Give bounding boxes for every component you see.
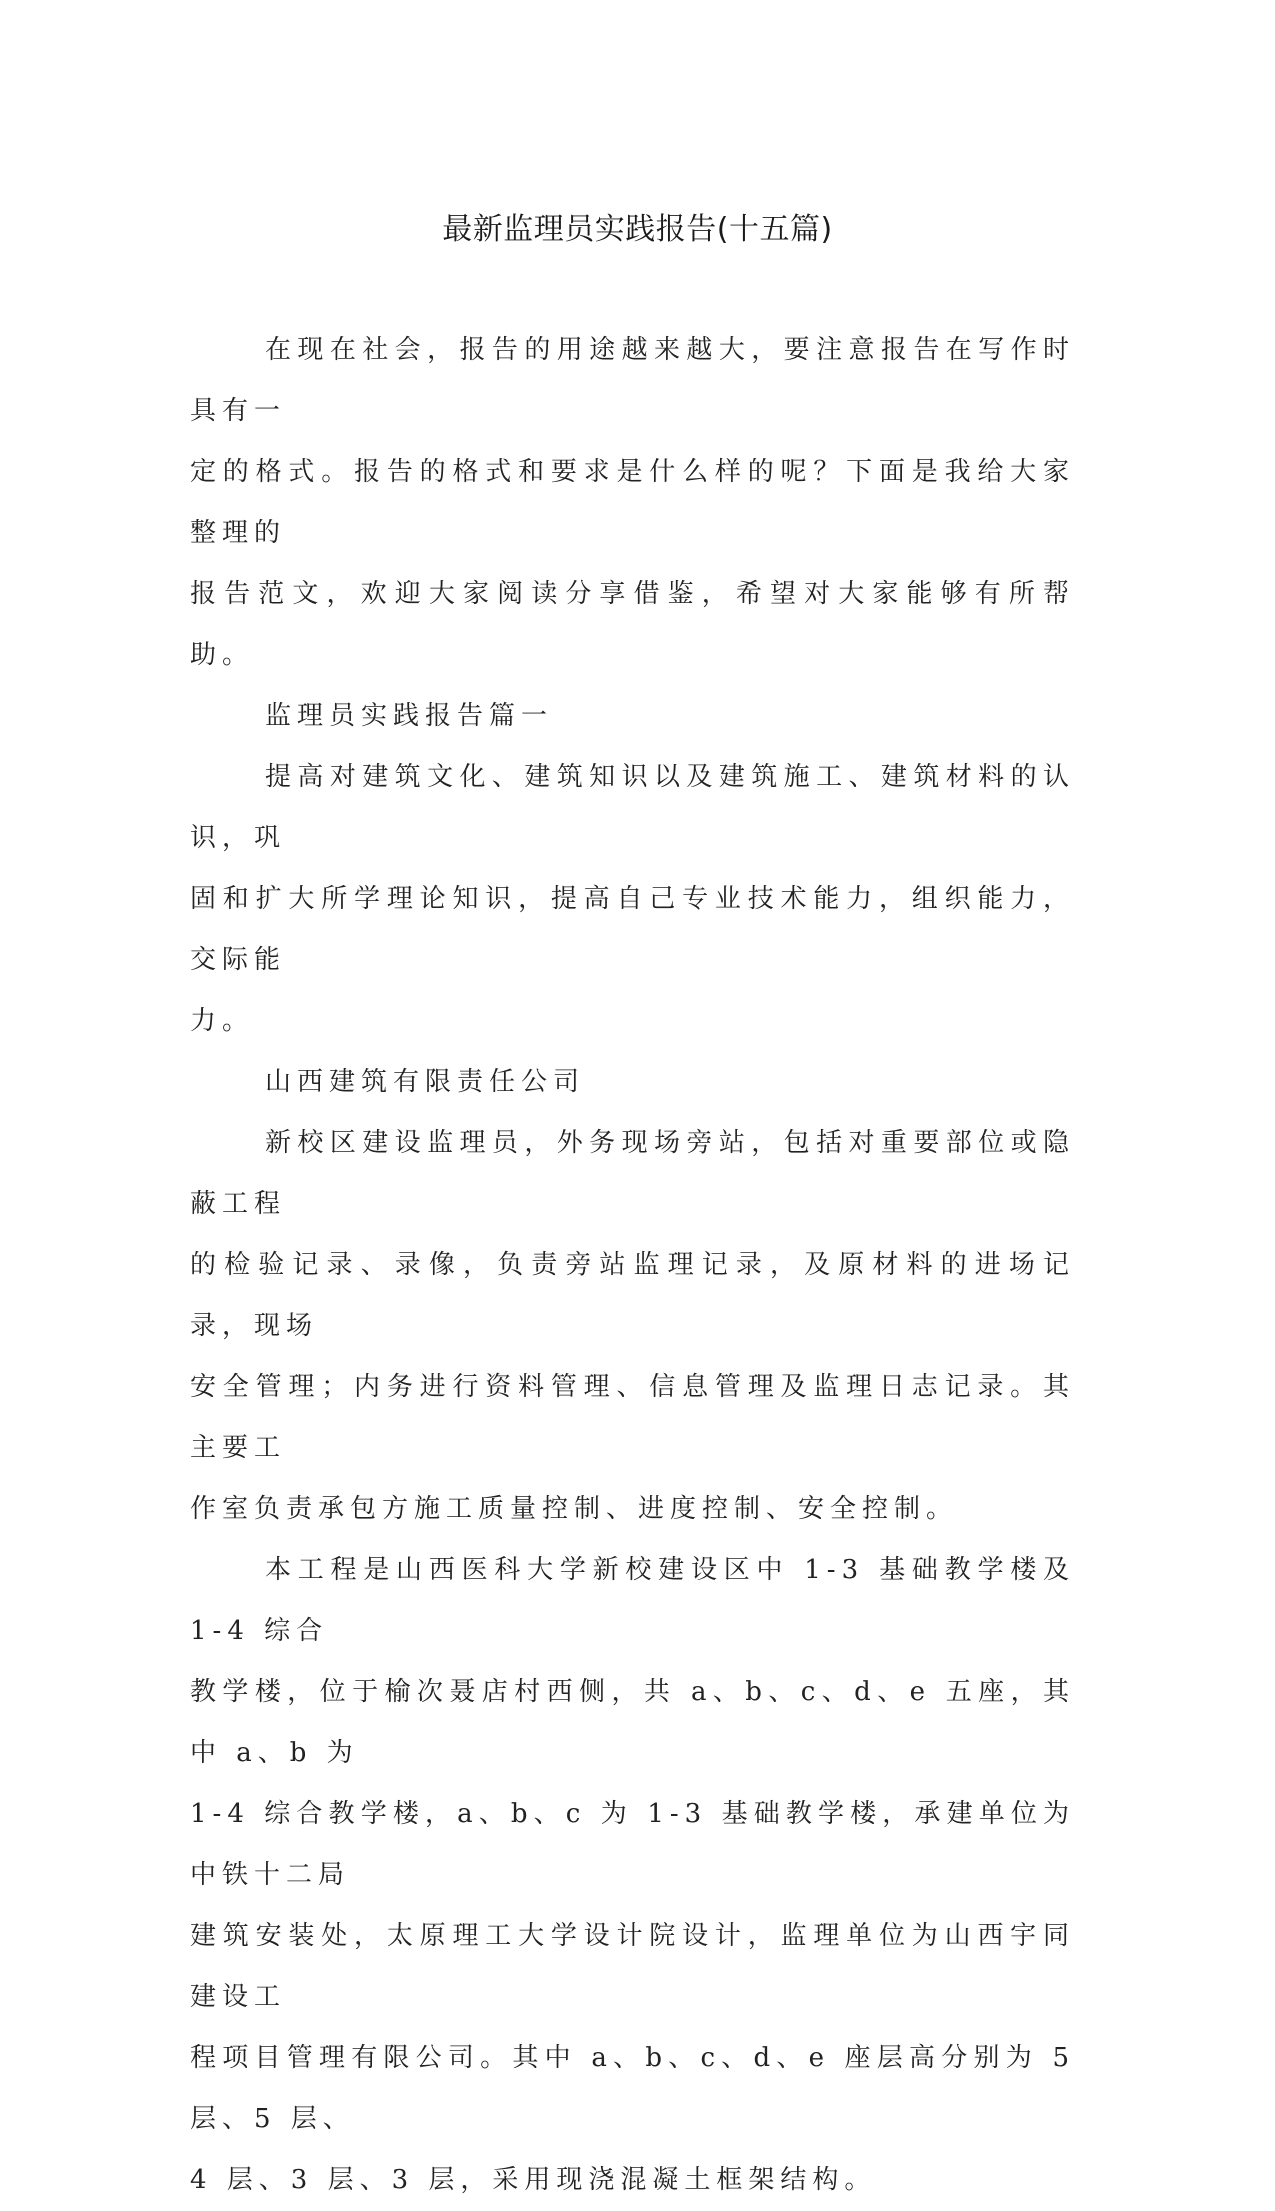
text-line: 作室负责承包方施工质量控制、进度控制、安全控制。	[190, 1494, 959, 1524]
text-line: 程项目管理有限公司。其中 a、b、c、d、e 座层高分别为 5 层、5 层、	[190, 2043, 1075, 2134]
paragraph-duties	[190, 1113, 1075, 1540]
text-line: 4 层、3 层、3 层，采用现浇混凝土框架结构。	[190, 2165, 877, 2195]
text-line: 在现在社会，报告的用途越来越大，要注意报告在写作时具有一	[190, 335, 1075, 426]
company-name	[190, 1052, 1075, 1113]
company-name-text: 山西建筑有限责任公司	[265, 1067, 586, 1097]
text-line: 本工程是山西医科大学新校建设区中 1-3 基础教学楼及 1-4 综合	[190, 1555, 1075, 1646]
paragraph-purpose	[190, 747, 1075, 1052]
text-line: 安全管理；内务进行资料管理、信息管理及监理日志记录。其主要工	[190, 1372, 1075, 1463]
text-line: 报告范文，欢迎大家阅读分享借鉴，希望对大家能够有所帮助。	[190, 579, 1075, 670]
document-body	[190, 320, 1075, 2211]
text-line: 的检验记录、录像，负责旁站监理记录，及原材料的进场记录，现场	[190, 1250, 1075, 1341]
text-line: 建筑安装处，太原理工大学设计院设计，监理单位为山西宇同建设工	[190, 1921, 1075, 2012]
text-line: 提高对建筑文化、建筑知识以及建筑施工、建筑材料的认识，巩	[190, 762, 1075, 853]
text-line: 教学楼，位于榆次聂店村西侧，共 a、b、c、d、e 五座，其中 a、b 为	[190, 1677, 1075, 1768]
text-line: 定的格式。报告的格式和要求是什么样的呢？下面是我给大家整理的	[190, 457, 1075, 548]
text-line: 1-4 综合教学楼，a、b、c 为 1-3 基础教学楼，承建单位为中铁十二局	[190, 1799, 1075, 1890]
paragraph-intro	[190, 320, 1075, 686]
document-title: 最新监理员实践报告(十五篇)	[442, 212, 833, 247]
text-line: 固和扩大所学理论知识，提高自己专业技术能力，组织能力，交际能	[190, 884, 1075, 975]
section-heading-text: 监理员实践报告篇一	[265, 701, 554, 731]
text-line: 力。	[190, 1006, 255, 1036]
section-heading	[190, 686, 1075, 747]
paragraph-project	[190, 1540, 1075, 2211]
text-line: 新校区建设监理员，外务现场旁站，包括对重要部位或隐蔽工程	[190, 1128, 1075, 1219]
